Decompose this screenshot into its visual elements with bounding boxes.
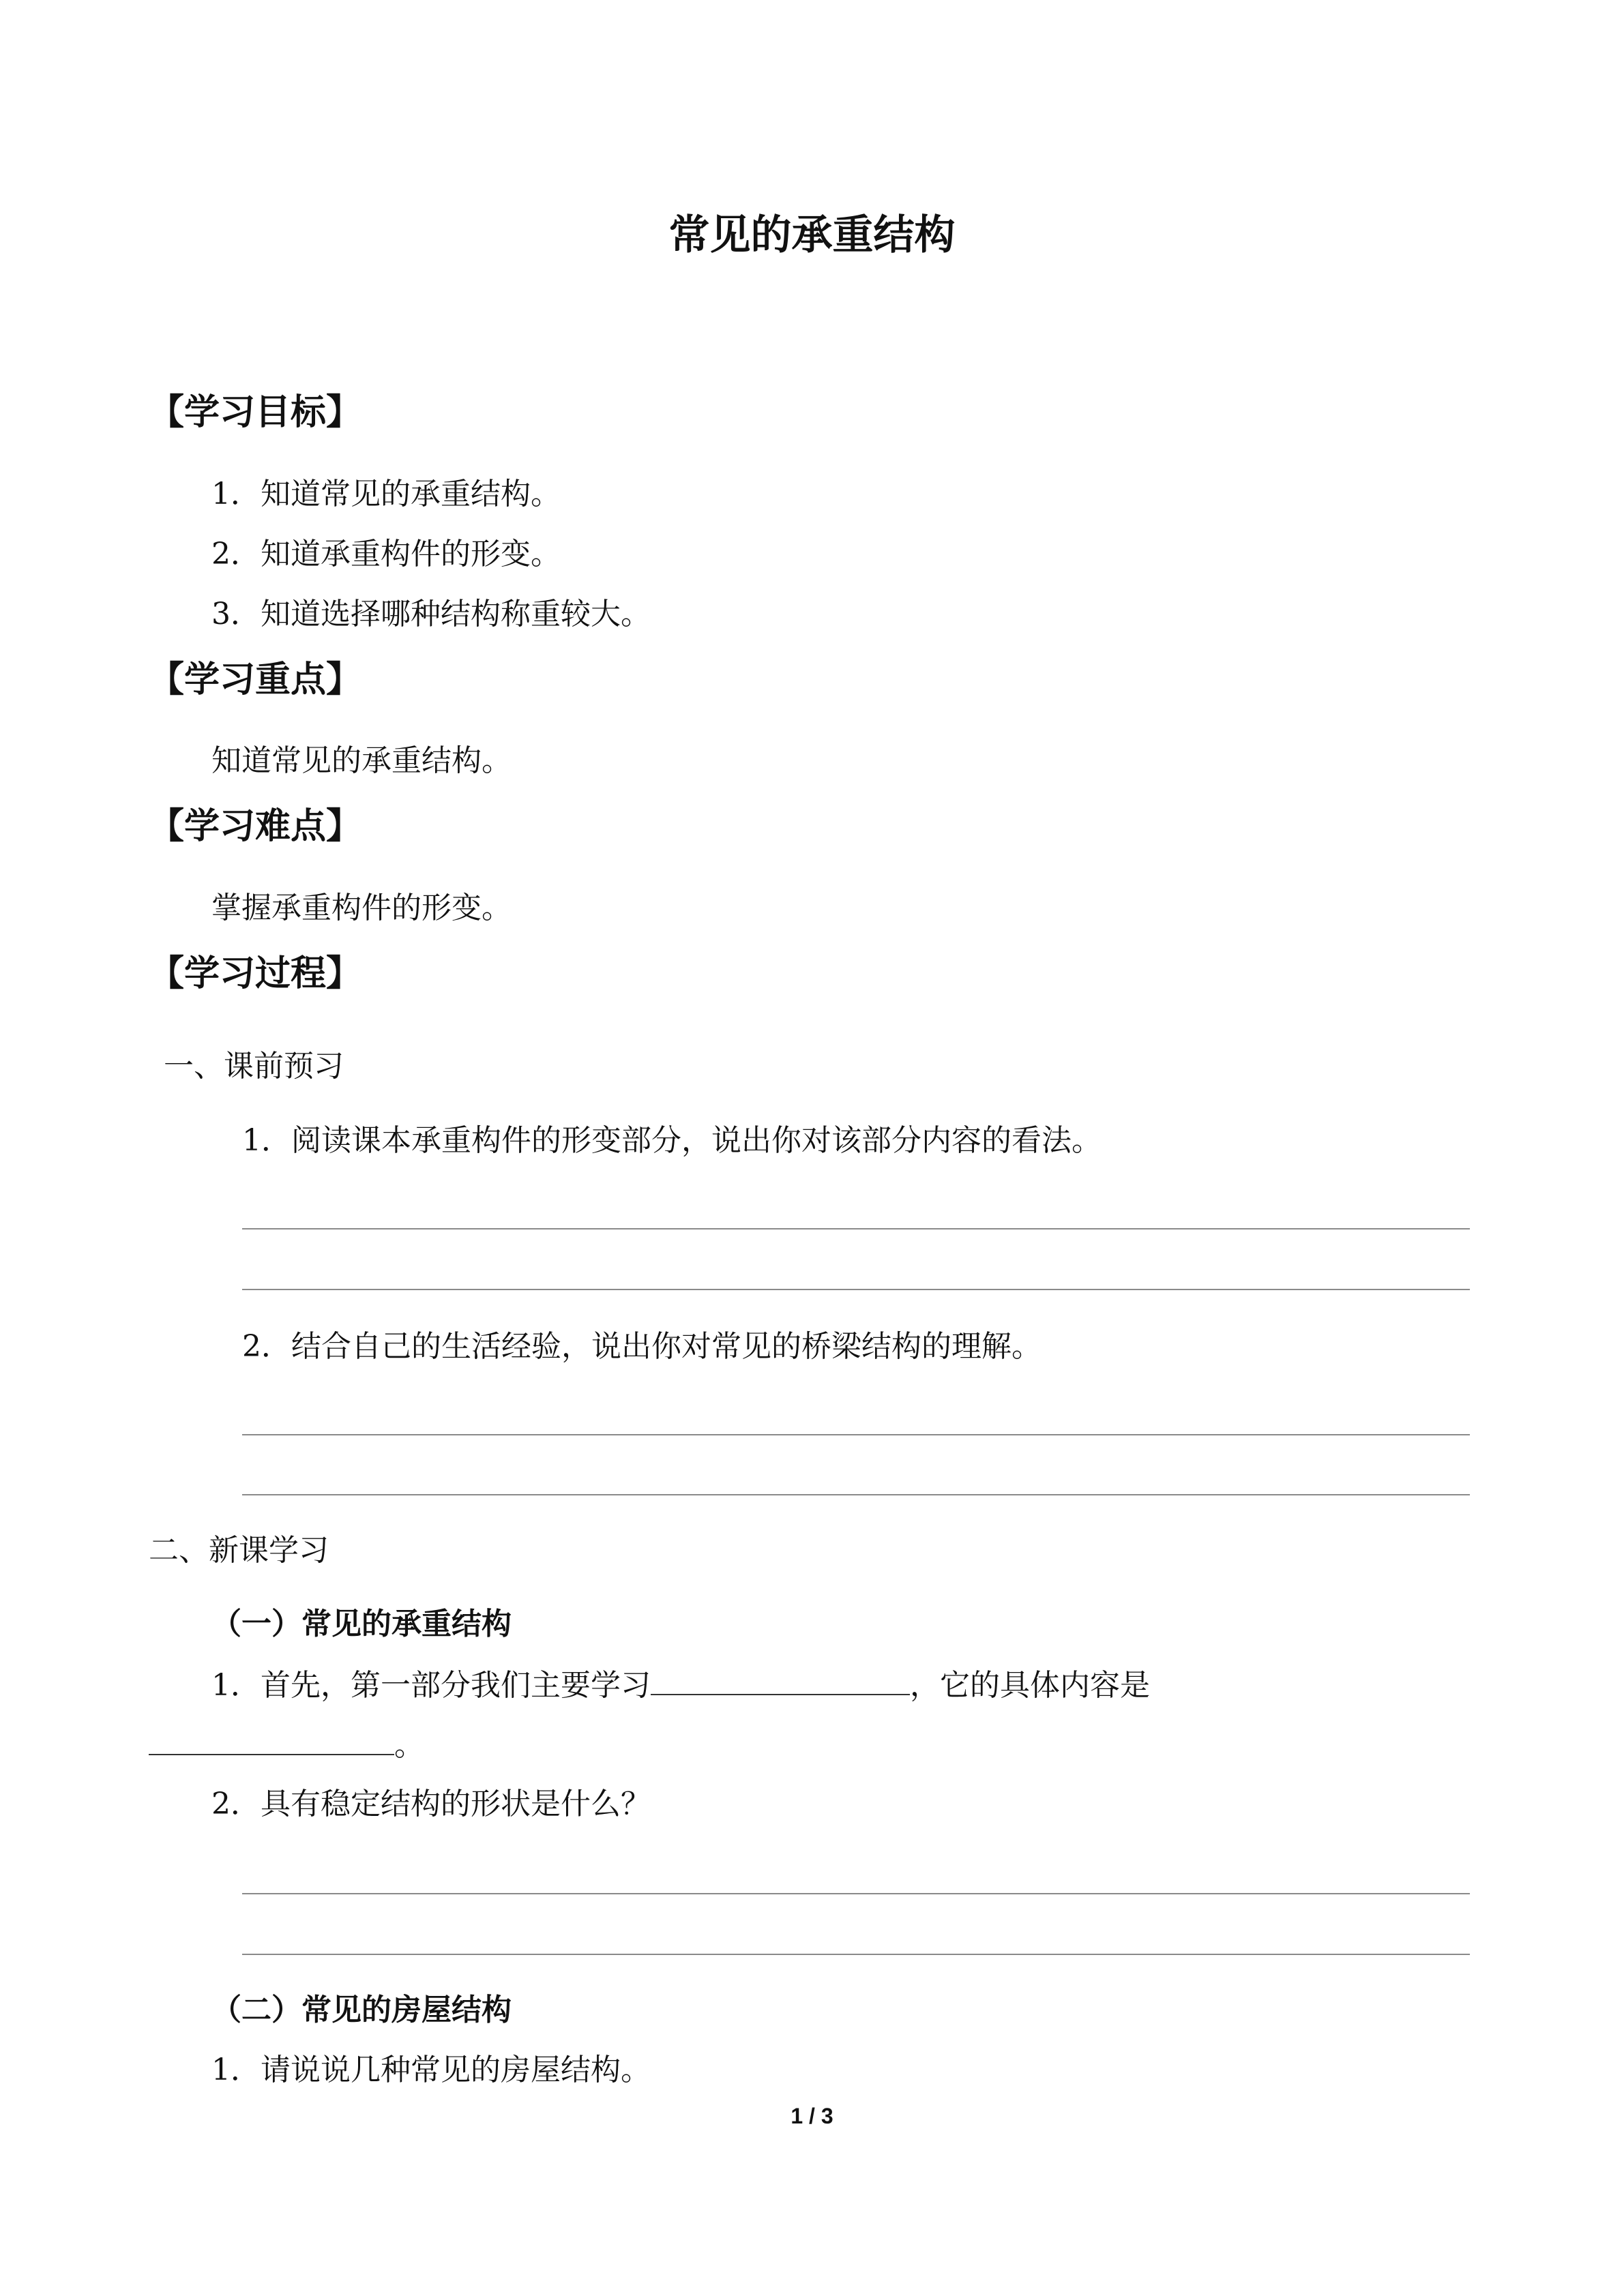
part1-q1-end: 。 — [394, 1728, 424, 1763]
heading-objectives: 【学习目标】 — [149, 392, 362, 433]
part1-q1-start: 1．首先，第一部分我们主要学习 — [211, 1668, 651, 1703]
preview-question-2: 2．结合自己的生活经验，说出你对常见的桥梁结构的理解。 — [242, 1329, 1042, 1364]
part1-question-1-continued — [149, 1724, 424, 1766]
preview-question-1: 1．阅读课本承重构件的形变部分，说出你对该部分内容的看法。 — [242, 1123, 1102, 1158]
answer-line[interactable] — [242, 1954, 1470, 1955]
new-lesson-label: 二、新课学习 — [149, 1533, 329, 1568]
key-points-text: 知道常见的承重结构。 — [211, 743, 512, 778]
objective-item: 2．知道承重构件的形变。 — [211, 537, 561, 571]
heading-difficulties: 【学习难点】 — [149, 806, 362, 847]
fill-blank[interactable] — [651, 1664, 910, 1695]
preview-label: 一、课前预习 — [164, 1049, 344, 1084]
part1-q1-mid: ，它的具体内容是 — [910, 1668, 1150, 1703]
part2-title: （二）常见的房屋结构 — [211, 1993, 512, 2027]
answer-line[interactable] — [242, 1893, 1470, 1894]
page-number: 1 / 3 — [791, 2104, 833, 2128]
answer-line[interactable] — [242, 1228, 1470, 1229]
part2-question-1: 1．请说说几种常见的房屋结构。 — [211, 2053, 651, 2087]
part1-title: （一）常见的承重结构 — [211, 1607, 512, 1641]
fill-blank[interactable] — [149, 1724, 394, 1755]
objective-item: 1．知道常见的承重结构。 — [211, 477, 561, 511]
answer-line[interactable] — [242, 1494, 1470, 1495]
part1-question-1 — [211, 1664, 1150, 1706]
document-title: 常见的承重结构 — [668, 211, 956, 259]
heading-process: 【学习过程】 — [149, 953, 362, 994]
heading-key-points: 【学习重点】 — [149, 659, 362, 700]
answer-line[interactable] — [242, 1289, 1470, 1290]
part1-question-2: 2．具有稳定结构的形状是什么？ — [211, 1787, 651, 1821]
difficulties-text: 掌握承重构件的形变。 — [211, 891, 512, 925]
answer-line[interactable] — [242, 1434, 1470, 1435]
objective-item: 3．知道选择哪种结构称重较大。 — [211, 597, 651, 631]
